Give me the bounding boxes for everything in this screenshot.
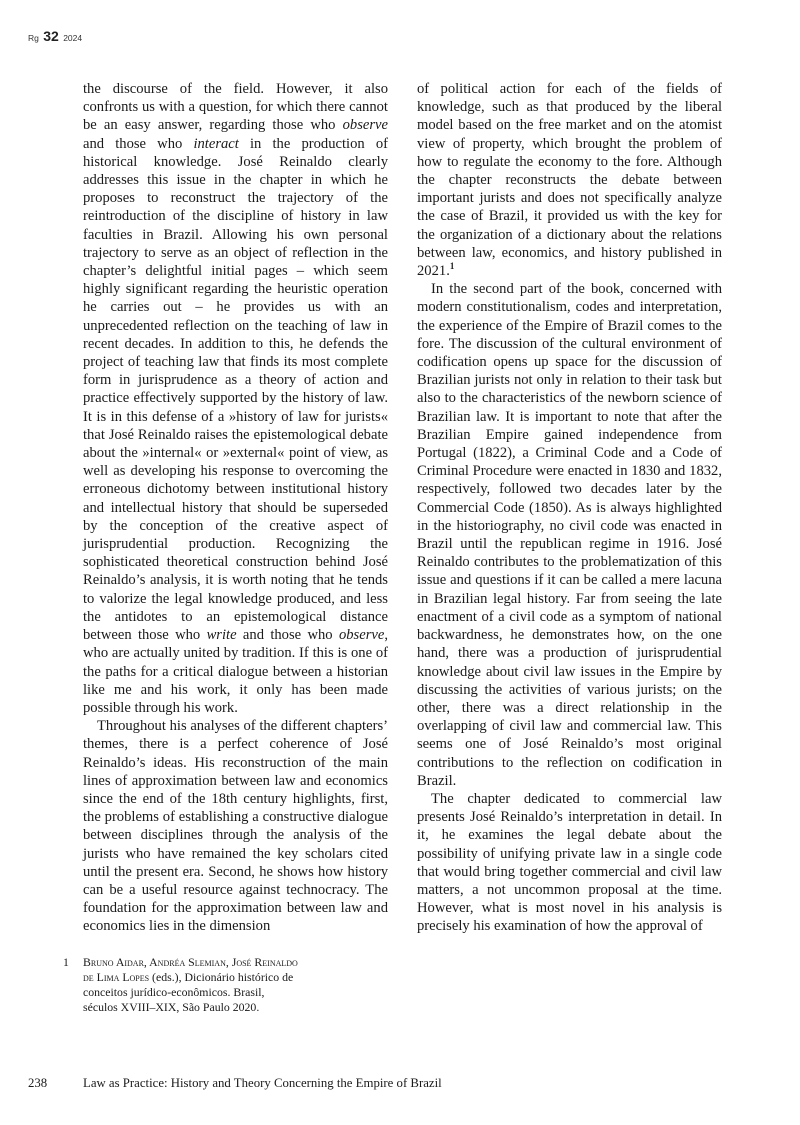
paragraph: Throughout his analyses of the different chapters’ themes, there is a perfect coherence of José Reinaldo’s ideas. His reconstruction of the main lines of approximation between law and economics since the end of the 18th century highlights, first, the problems of establishing a constructive dialogue between disciplines through the analysis of the jurists who have remained the key scholars cited until the present era. Second, he shows how history can be a useful resource against technocracy. The foundation for the approximation between law and economics lies in the dimension	[83, 718, 388, 935]
footnote-text	[83, 955, 298, 1015]
volume-number: 32	[43, 28, 59, 44]
right-column	[417, 80, 722, 936]
page-footer	[28, 1075, 442, 1091]
footnote	[63, 955, 298, 1015]
journal-abbrev: Rg	[28, 33, 39, 43]
paragraph: the discourse of the field. However, it also confronts us with a question, for which there cannot be an easy answer, regarding those who observe and those who interact in the production of historical knowledge. José Reinaldo clearly addresses this issue in the chapter in which he proposes to reconstruct the trajectory of the reintroduction of the discipline of history in law faculties in Brazil. Allowing his own personal trajectory to serve as an object of reflection in the chapter’s delightful initial pages – which seem highly significant regarding the heuristic operation he carries out – he provides us with an unprecedented reflection on the teaching of law in recent decades. In addition to this, he defends the project of teaching law that finds its most complete form in jurisprudence as a theory of action and practice effectively supported by the history of law. It is in this defense of a »history of law for jurists« that José Reinaldo raises the epistemological debate about the »internal« or »external« point of view, as well as developing his response to overcoming the erroneous dichotomy between institutional history and intellectual history that should be superseded by the conception of the creative aspect of jurisprudential production. Recognizing the sophisticated theoretical construction behind José Reinaldo’s analysis, it is worth noting that he tends to valorize the legal knowledge produced, and less the antidotes to an epistemological distance between those who write and those who observe, who are actually united by tradition. If this is one of the paths for a critical dialogue between a historian like me and his work, it only has been made possible through his work.	[83, 81, 388, 716]
paragraph: The chapter dedicated to commercial law presents José Reinaldo’s interpretation in detail. In it, he examines the legal debate about the possibility of unifying private law in a single code that would bring together commercial and civil law matters, a not uncommon proposal at the time. However, what is most novel in his analysis is precisely his examination of how the approval of	[417, 790, 722, 935]
footnote-ref[interactable]: 1	[449, 261, 455, 272]
footnote-citation: (eds.), Dicionário histórico de conceitos jurídico-econômicos. Brasil, séculos XVIII–XIX, São Paulo 2020.	[83, 970, 294, 1014]
left-column	[83, 80, 388, 936]
paragraph: In the second part of the book, concerned with modern constitutionalism, codes and interpretation, the experience of the Empire of Brazil comes to the fore. The discussion of the cultural environment of codification opens up space for the discussion of Brazilian jurists not only in relation to their task but also to the characteristics of the newborn science of Brazilian law. It is important to note that after the Brazilian Empire gained independence from Portugal (1822), a Criminal Code and a Code of Criminal Procedure were enacted in 1830 and 1832, respectively, followed two decades later by the Commercial Code (1850). As is always highlighted in the historiography, no civil code was enacted in Brazil until the republican regime in 1916. José Reinaldo contributes to the problematization of this issue and questions if it can be called a mere lacuna in Brazilian legal history. Far from seeing the late enactment of a civil code as a symptom of national backwardness, he demonstrates how, on the one hand, there was a production of jurisprudential knowledge about civil law issues in the Empire by discussing the activities of various jurists; on the other, there was a direct relationship in the overlapping of civil law and commercial law. This seems one of José Reinaldo’s most original contributions to the reflection on codification in Brazil.	[417, 281, 722, 789]
page-number: 238	[28, 1076, 48, 1090]
footnote-authors: Bruno Aidar, Andréa Slemian, José Reinaldo de Lima Lopes	[83, 955, 298, 984]
footnote-number: 1	[63, 955, 69, 969]
book-title: Law as Practice: History and Theory Concerning the Empire of Brazil	[83, 1076, 442, 1090]
year: 2024	[63, 33, 83, 43]
running-head	[28, 28, 82, 44]
paragraph: of political action for each of the fields of knowledge, such as that produced by the liberal model based on the free market and on the atomist view of property, which brought the problem of how to regulate the economy to the fore. Although the chapter reconstructs the debate between important jurists and does not specifically analyze the case of Brazil, it provided us with the key for the organization of a dictionary about the relations between law, economics, and history published in 2021.$^1$	[417, 81, 722, 280]
